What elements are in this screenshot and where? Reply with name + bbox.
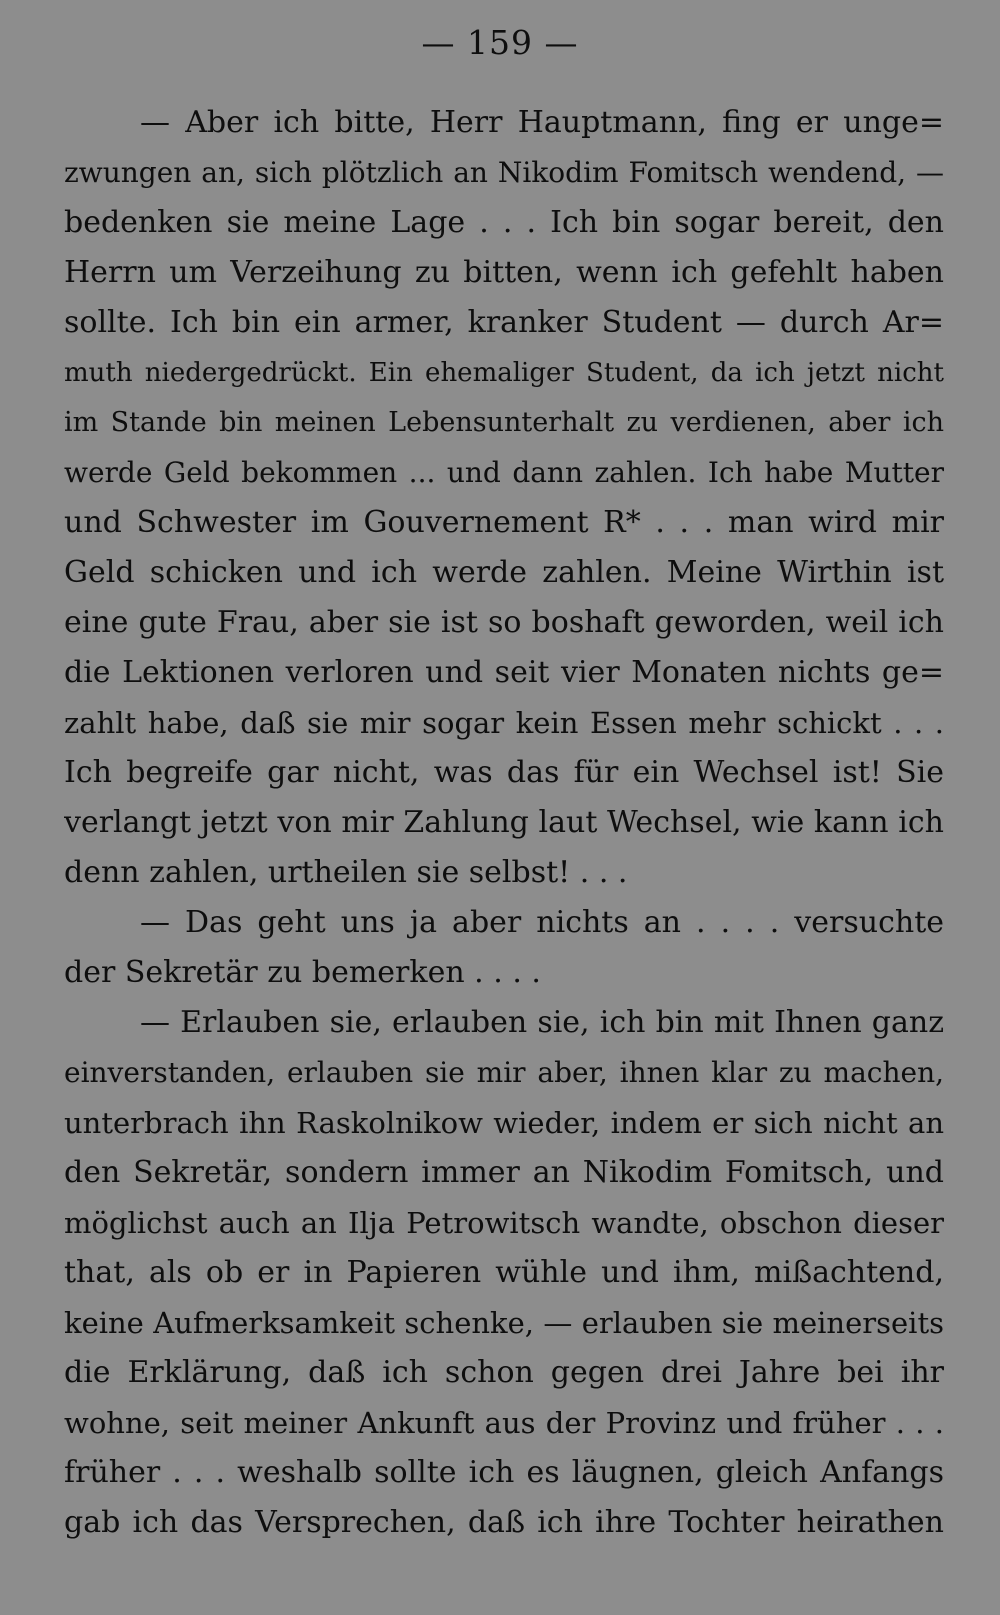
text-line: im Stande bin meinen Lebensunterhalt zu verdienen, aber ich	[64, 407, 944, 438]
text-line: Ich begreife gar nicht, was das für ein Wechsel ist! Sie	[64, 755, 944, 790]
text-line: gab ich das Versprechen, daß ich ihre Tochter heirathen	[64, 1505, 944, 1540]
text-line: that, als ob er in Papieren wühle und ihm, mißachtend,	[64, 1255, 944, 1290]
text-line: — Erlauben sie, erlauben sie, ich bin mit Ihnen ganz	[140, 1005, 944, 1040]
text-line: werde Geld bekommen ... und dann zahlen. Ich habe Mutter	[64, 456, 944, 489]
text-line: zahlt habe, daß sie mir sogar kein Essen mehr schickt . . .	[64, 706, 944, 740]
page-number: — 159 —	[421, 23, 579, 62]
text-line: — Das geht uns ja aber nichts an . . . . versuchte	[140, 905, 944, 940]
text-line: Geld schicken und ich werde zahlen. Meine Wirthin ist	[64, 555, 944, 590]
text-line: die Erklärung, daß ich schon gegen drei Jahre bei ihr	[64, 1355, 944, 1390]
text-line: möglichst auch an Ilja Petrowitsch wandte, obschon dieser	[64, 1206, 944, 1240]
text-line: eine gute Frau, aber sie ist so boshaft geworden, weil ich	[64, 605, 944, 640]
text-line: der Sekretär zu bemerken . . . .	[64, 955, 541, 990]
text-line: keine Aufmerksamkeit schenke, — erlauben sie meinerseits	[64, 1306, 944, 1340]
body-text	[64, 98, 944, 1548]
text-line: und Schwester im Gouvernement R* . . . man wird mir	[64, 505, 944, 540]
text-line: wohne, seit meiner Ankunft aus der Provinz und früher . . .	[64, 1406, 944, 1440]
text-line: früher . . . weshalb sollte ich es läugnen, gleich Anfangs	[64, 1455, 944, 1490]
text-line: — Aber ich bitte, Herr Hauptmann, fing er unge=	[140, 105, 944, 140]
text-line: sollte. Ich bin ein armer, kranker Student — durch Ar=	[64, 305, 944, 340]
text-line: Herrn um Verzeihung zu bitten, wenn ich gefehlt haben	[64, 255, 944, 290]
text-line: bedenken sie meine Lage . . . Ich bin sogar bereit, den	[64, 205, 944, 240]
text-line: verlangt jetzt von mir Zahlung laut Wechsel, wie kann ich	[64, 805, 944, 840]
text-line: den Sekretär, sondern immer an Nikodim Fomitsch, und	[64, 1155, 944, 1190]
text-line: einverstanden, erlauben sie mir aber, ihnen klar zu machen,	[64, 1056, 944, 1089]
text-line: muth niedergedrückt. Ein ehemaliger Student, da ich jetzt nicht	[64, 358, 944, 388]
text-line: die Lektionen verloren und seit vier Monaten nichts ge=	[64, 655, 944, 690]
text-line: zwungen an, sich plötzlich an Nikodim Fomitsch wendend, —	[64, 156, 944, 189]
text-line: unterbrach ihn Raskolnikow wieder, indem er sich nicht an	[64, 1106, 944, 1140]
text-line: denn zahlen, urtheilen sie selbst! . . .	[64, 855, 628, 890]
